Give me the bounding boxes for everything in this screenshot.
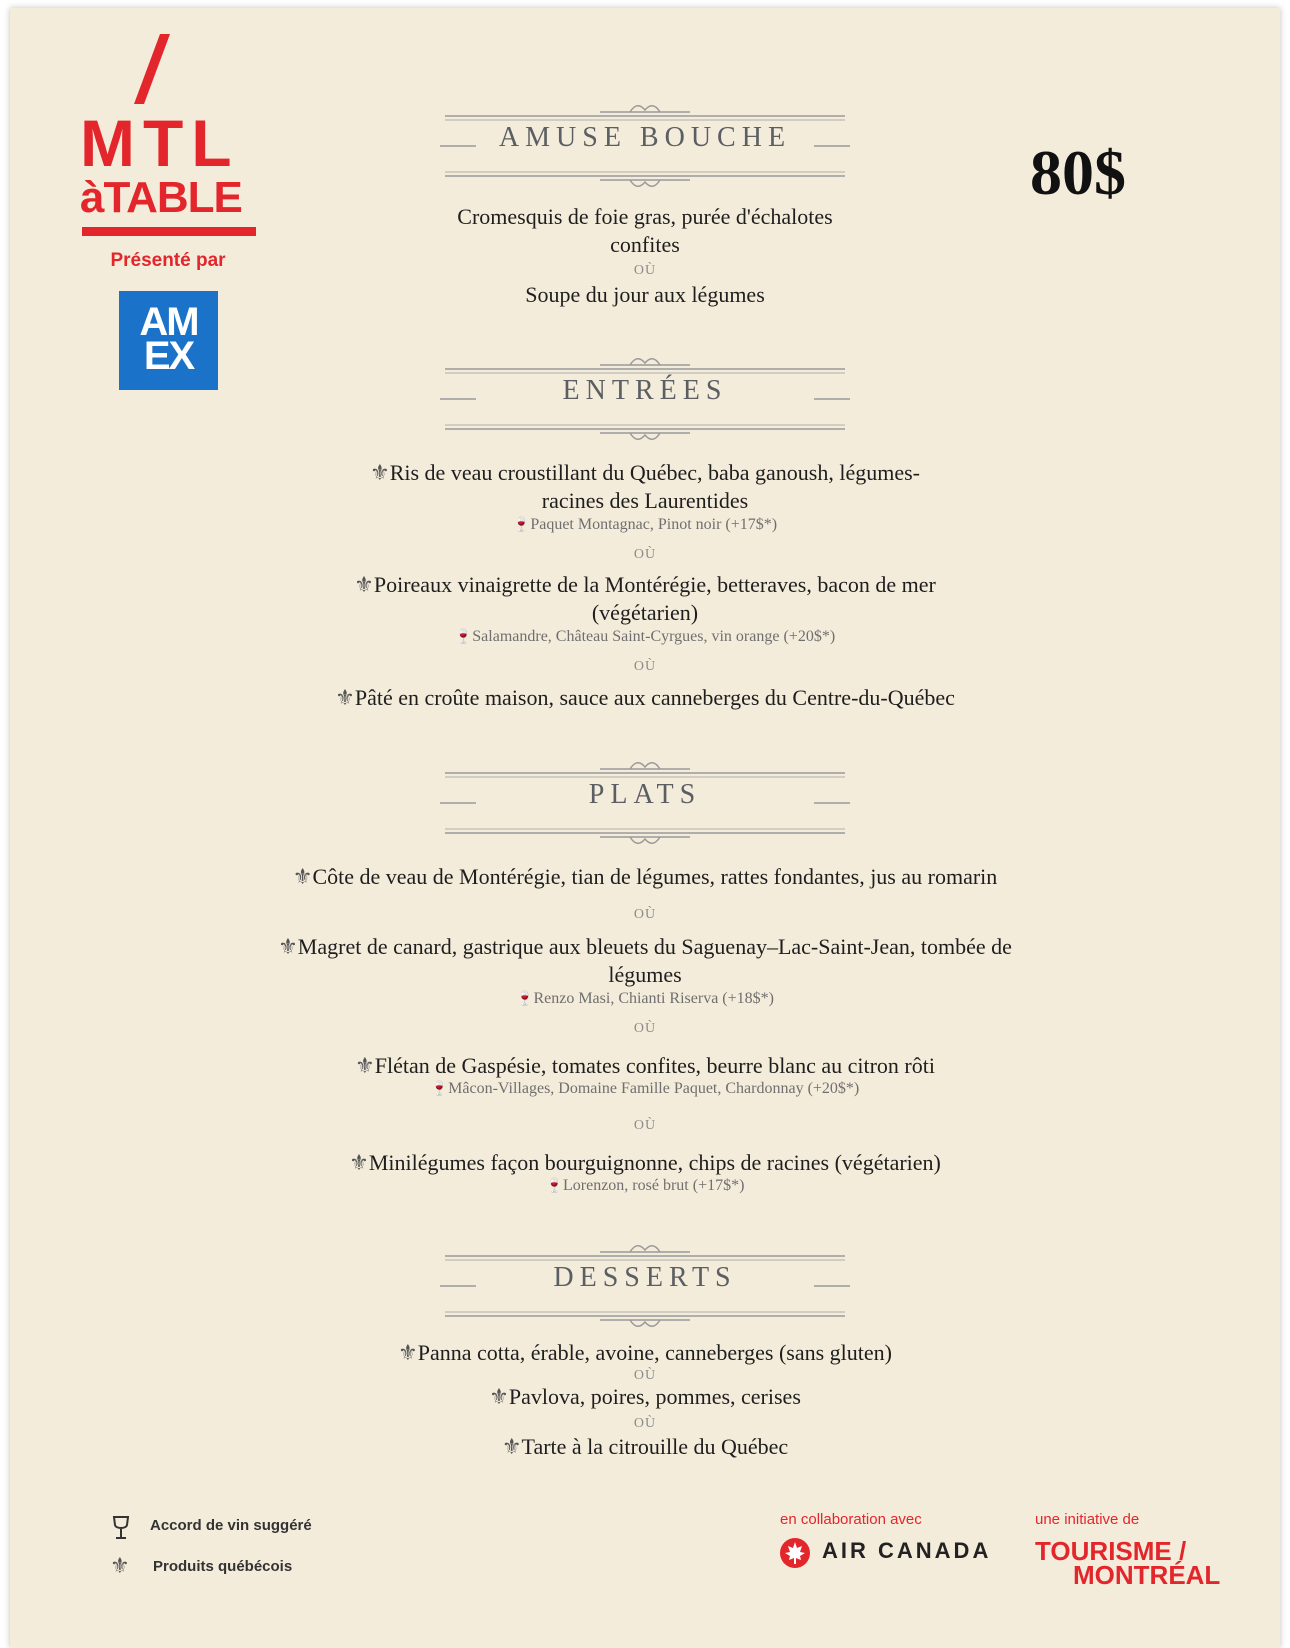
entree-dish-1-wine-text: Paquet Montagnac, Pinot noir (+17$*) <box>530 516 778 533</box>
section-header-plats <box>440 757 850 837</box>
amuse-dish-1-line1: Cromesquis de foie gras, purée d'échalotes <box>457 204 833 229</box>
fleur-de-lis-icon: ⚜ <box>349 1150 369 1175</box>
fleur-de-lis-icon: ⚜ <box>355 1053 375 1078</box>
entree-dish-3 <box>0 684 1290 712</box>
section-header-amuse <box>440 100 850 180</box>
wine-glass-icon: 🍷 <box>454 630 473 645</box>
plat-or-1: OÙ <box>633 907 657 922</box>
amuse-dish-2: Soupe du jour aux légumes <box>525 282 765 307</box>
dessert-dish-3-text: Tarte à la citrouille du Québec <box>521 1434 789 1459</box>
dessert-dish-2-text: Pavlova, poires, pommes, cerises <box>508 1384 801 1409</box>
fleur-de-lis-icon: ⚜ <box>398 1340 418 1365</box>
initiative-label: une initiative de <box>1035 1511 1140 1528</box>
plat-dish-2-wine-text: Renzo Masi, Chianti Riserva (+18$*) <box>533 990 774 1007</box>
plat-dish-2-wine <box>0 989 1290 1010</box>
entree-dish-1-wine <box>0 515 1290 536</box>
plat-dish-4-wine-text: Lorenzon, rosé brut (+17$*) <box>563 1177 745 1194</box>
entree-or-2: OÙ <box>633 659 657 674</box>
fleur-de-lis-icon: ⚜ <box>278 934 298 959</box>
plat-dish-4-text: Minilégumes façon bourguignonne, chips de racines (végétarien) <box>368 1150 941 1175</box>
tourisme-logo-line1: TOURISME / <box>1035 1536 1187 1566</box>
dessert-dish-2 <box>0 1383 1290 1411</box>
section-title-desserts: DESSERTS <box>553 1262 737 1293</box>
entree-dish-2-line2: (végétarien) <box>591 600 699 625</box>
collab-label: en collaboration avec <box>780 1511 922 1528</box>
fleur-de-lis-icon: ⚜ <box>110 1553 130 1578</box>
plat-dish-2-text: Magret de canard, gastrique aux bleuets du Saguenay–Lac-Saint-Jean, tombée de <box>297 934 1012 959</box>
fleur-de-lis-icon: ⚜ <box>369 460 390 485</box>
dessert-dish-3 <box>0 1433 1290 1461</box>
wine-glass-icon: 🍷 <box>516 992 534 1007</box>
plat-dish-3-wine-text: Mâcon-Villages, Domaine Famille Paquet, Chardonnay (+20$*) <box>448 1080 860 1097</box>
fleur-de-lis-icon: ⚜ <box>335 685 355 710</box>
entree-or-1: OÙ <box>633 547 657 562</box>
plat-dish-3 <box>0 1052 1290 1080</box>
plat-dish-2-line1 <box>0 933 1290 961</box>
wine-glass-icon: 🍷 <box>545 1179 563 1194</box>
plat-dish-3-text: Flétan de Gaspésie, tomates confites, beurre blanc au citron rôti <box>374 1053 935 1078</box>
logo-mtl: MTL <box>80 106 240 180</box>
section-header-desserts <box>440 1240 850 1320</box>
dessert-or-2: OÙ <box>633 1416 657 1431</box>
section-header-entrees <box>440 353 850 433</box>
wine-glass-icon <box>110 1515 132 1541</box>
fleur-de-lis-icon: ⚜ <box>501 1434 522 1459</box>
plat-dish-1 <box>0 863 1290 891</box>
tourisme-logo-line2: MONTRÉAL <box>1073 1560 1221 1590</box>
amuse-dish-1-line2: confites <box>610 232 680 257</box>
fleur-de-lis-icon: ⚜ <box>354 572 374 597</box>
section-title-amuse: AMUSE BOUCHE <box>498 122 792 153</box>
logo-atable: àTABLE <box>80 173 242 222</box>
entree-dish-1-text: Ris de veau croustillant du Québec, baba ganoush, légumes- <box>389 460 921 485</box>
plat-dish-2-line2: légumes <box>608 962 682 987</box>
fleur-de-lis-icon: ⚜ <box>489 1384 509 1409</box>
plat-dish-4 <box>0 1149 1290 1177</box>
legend-wine-label: Accord de vin suggéré <box>150 1517 312 1534</box>
legend-local-label: Produits québécois <box>153 1558 293 1575</box>
entree-dish-2-wine-text: Salamandre, Château Saint-Cyrgues, vin orange (+20$*) <box>472 628 836 645</box>
dessert-or-1: OÙ <box>633 1368 657 1383</box>
amex-logo-line2: EX <box>143 334 194 378</box>
plat-or-2: OÙ <box>633 1021 657 1036</box>
section-title-plats: PLATS <box>588 779 702 810</box>
entree-dish-1-line1 <box>0 459 1290 487</box>
maple-leaf-icon <box>779 1537 811 1569</box>
entree-dish-2-wine <box>0 627 1290 648</box>
entree-dish-3-text: Pâté en croûte maison, sauce aux canneberges du Centre-du-Québec <box>354 685 955 710</box>
menu-price: 80$ <box>1030 137 1126 208</box>
fleur-de-lis-icon: ⚜ <box>292 864 313 889</box>
plat-dish-3-wine <box>0 1079 1290 1100</box>
logo-slash-icon <box>120 34 184 104</box>
wine-glass-icon: 🍷 <box>512 518 531 533</box>
entree-dish-2-text: Poireaux vinaigrette de la Montérégie, betteraves, bacon de mer <box>373 572 936 597</box>
dessert-dish-1 <box>0 1339 1290 1367</box>
plat-dish-1-text: Côte de veau de Montérégie, tian de légumes, rattes fondantes, jus au romarin <box>312 864 998 889</box>
air-canada-logo: AIR CANADA <box>822 1538 992 1563</box>
entree-dish-2-line1 <box>0 571 1290 599</box>
section-title-entrees: ENTRÉES <box>562 375 728 406</box>
wine-glass-icon: 🍷 <box>430 1082 449 1097</box>
plat-dish-4-wine <box>0 1176 1290 1197</box>
amuse-or-1: OÙ <box>633 263 657 278</box>
amex-logo-line1: AM <box>139 300 198 344</box>
presented-by-label: Présenté par <box>110 250 226 271</box>
plat-or-3: OÙ <box>633 1118 657 1133</box>
entree-dish-1-line2: racines des Laurentides <box>541 488 749 513</box>
dessert-dish-1-text: Panna cotta, érable, avoine, canneberges (sans gluten) <box>417 1340 892 1365</box>
